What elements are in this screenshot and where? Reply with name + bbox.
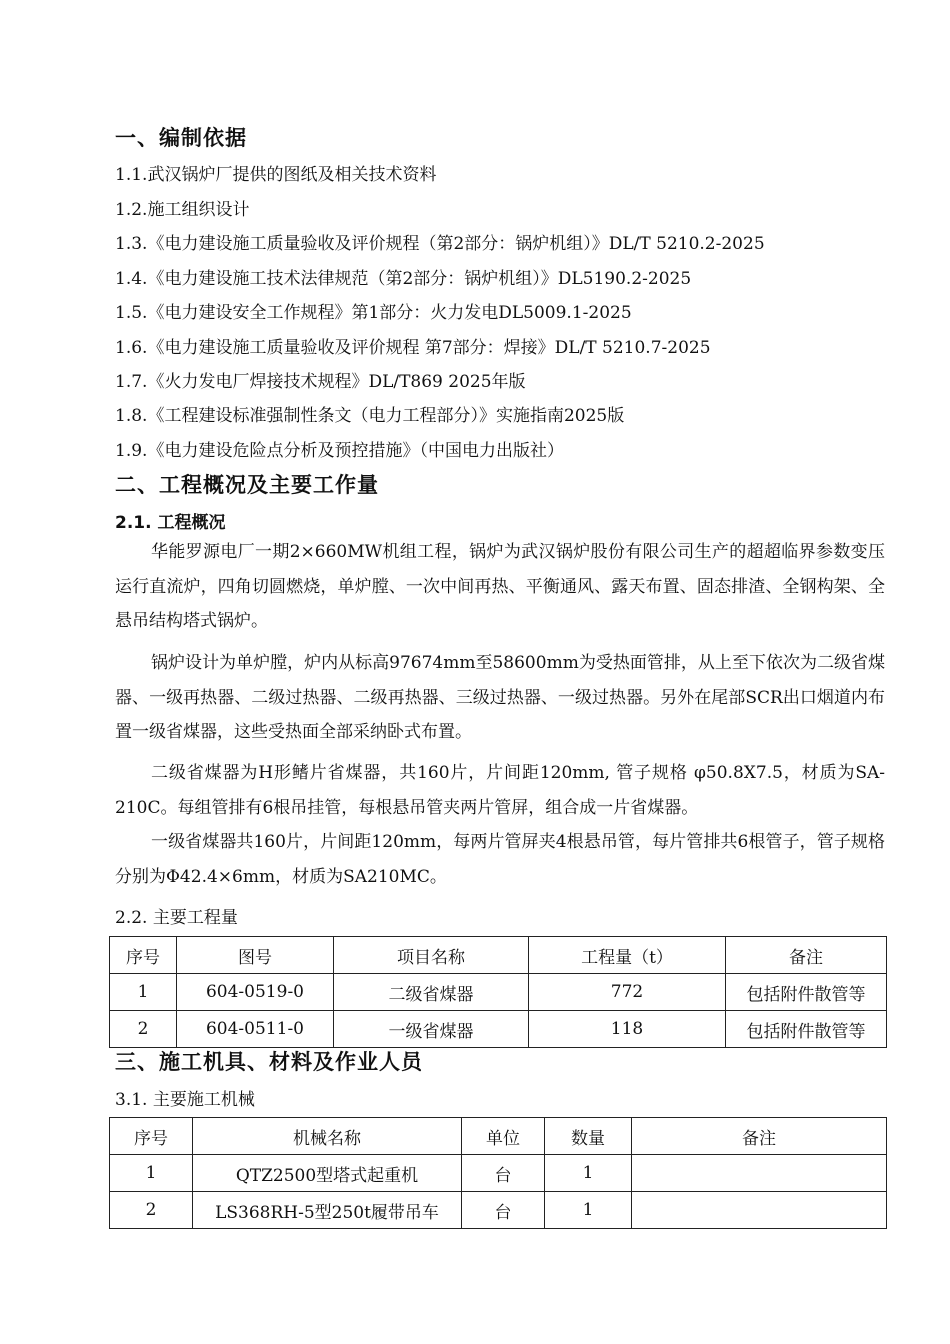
table-cell: 1 (545, 1155, 632, 1192)
section3-heading: 三、施工机具、材料及作业人员 (115, 1050, 423, 1074)
table-cell: 包括附件散管等 (726, 974, 887, 1011)
reference-item: 1.6.《电力建设施工质量验收及评价规程 第7部分：焊接》DL/T 5210.7-2025 (115, 338, 711, 358)
paragraph-boiler-design: 锅炉设计为单炉膛，炉内从标高97674mm至58600mm为受热面管排，从上至下依次为二级省煤器、一级再热器、二级过热器、二级再热器、三级过热器、一级过热器。另外在尾部SCR出口烟道内布置一级省煤器，这些受热面全部采纳卧式布置。 (115, 653, 885, 742)
paragraph-economizer-1: 一级省煤器共160片，片间距120mm，每两片管屏夹4根悬吊管，每片管排共6根管子，管子规格分别为Φ42.4×6mm，材质为SA210MC。 (115, 832, 885, 887)
subsection-2-1-heading: 2.1. 工程概况 (115, 513, 226, 533)
reference-item: 1.4.《电力建设施工技术法律规范（第2部分：锅炉机组）》DL5190.2-2025 (115, 269, 692, 289)
table-cell: 1 (110, 1155, 193, 1192)
table-row (110, 1155, 887, 1192)
table-cell: 一级省煤器 (334, 1011, 529, 1048)
table-cell: 1 (110, 974, 177, 1011)
workload-table (109, 936, 887, 1048)
reference-item: 1.2.施工组织设计 (115, 200, 250, 220)
table-row (110, 1192, 887, 1229)
paragraph-overview: 华能罗源电厂一期2×660MW机组工程，锅炉为武汉锅炉股份有限公司生产的超超临界参数变压运行直流炉，四角切圆燃烧，单炉膛、一次中间再热、平衡通风、露天布置、固态排渣、全钢构架、全悬吊结构塔式锅炉。 (115, 542, 885, 631)
table-cell: 2 (110, 1192, 193, 1229)
header-cell: 图号 (177, 937, 334, 974)
header-cell: 工程量（t） (529, 937, 726, 974)
table-cell: 二级省煤器 (334, 974, 529, 1011)
subsection-2-2-heading: 2.2. 主要工程量 (115, 908, 238, 928)
section2-heading: 二、工程概况及主要工作量 (115, 473, 379, 497)
table-cell: 772 (529, 974, 726, 1011)
reference-item: 1.7.《火力发电厂焊接技术规程》DL/T869 2025年版 (115, 372, 526, 392)
reference-item: 1.5.《电力建设安全工作规程》第1部分：火力发电DL5009.1-2025 (115, 303, 632, 323)
header-cell: 单位 (462, 1118, 545, 1155)
table-row (110, 974, 887, 1011)
header-cell: 序号 (110, 937, 177, 974)
header-cell: 机械名称 (193, 1118, 462, 1155)
table-cell: 604-0519-0 (177, 974, 334, 1011)
table-header-row (110, 1118, 887, 1155)
header-cell: 数量 (545, 1118, 632, 1155)
table-cell: 2 (110, 1011, 177, 1048)
reference-item: 1.9.《电力建设危险点分析及预控措施》（中国电力出版社） (115, 441, 564, 461)
paragraph-economizer-2: 二级省煤器为H形鳍片省煤器，共160片，片间距120mm, 管子规格 φ50.8X7.5，材质为SA-210C。每组管排有6根吊挂管，每根悬吊管夹两片管屏，组合成一片省煤器。 (115, 763, 885, 818)
table-header-row (110, 937, 887, 974)
table-cell: 1 (545, 1192, 632, 1229)
reference-item: 1.1.武汉锅炉厂提供的图纸及相关技术资料 (115, 165, 437, 185)
table-cell: 118 (529, 1011, 726, 1048)
table-cell: 包括附件散管等 (726, 1011, 887, 1048)
table-cell (632, 1155, 887, 1192)
subsection-3-1-heading: 3.1. 主要施工机械 (115, 1090, 255, 1110)
reference-item: 1.8.《工程建设标准强制性条文（电力工程部分）》实施指南2025版 (115, 406, 625, 426)
table-cell: 604-0511-0 (177, 1011, 334, 1048)
header-cell: 项目名称 (334, 937, 529, 974)
table-cell: LS368RH-5型250t履带吊车 (193, 1192, 462, 1229)
reference-item: 1.3.《电力建设施工质量验收及评价规程（第2部分：锅炉机组）》DL/T 5210.2-2025 (115, 234, 765, 254)
machinery-table (109, 1117, 887, 1229)
section1-heading: 一、编制依据 (115, 126, 247, 150)
table-cell: 台 (462, 1155, 545, 1192)
header-cell: 备注 (632, 1118, 887, 1155)
table-cell (632, 1192, 887, 1229)
header-cell: 序号 (110, 1118, 193, 1155)
table-cell: QTZ2500型塔式起重机 (193, 1155, 462, 1192)
header-cell: 备注 (726, 937, 887, 974)
table-cell: 台 (462, 1192, 545, 1229)
table-row (110, 1011, 887, 1048)
